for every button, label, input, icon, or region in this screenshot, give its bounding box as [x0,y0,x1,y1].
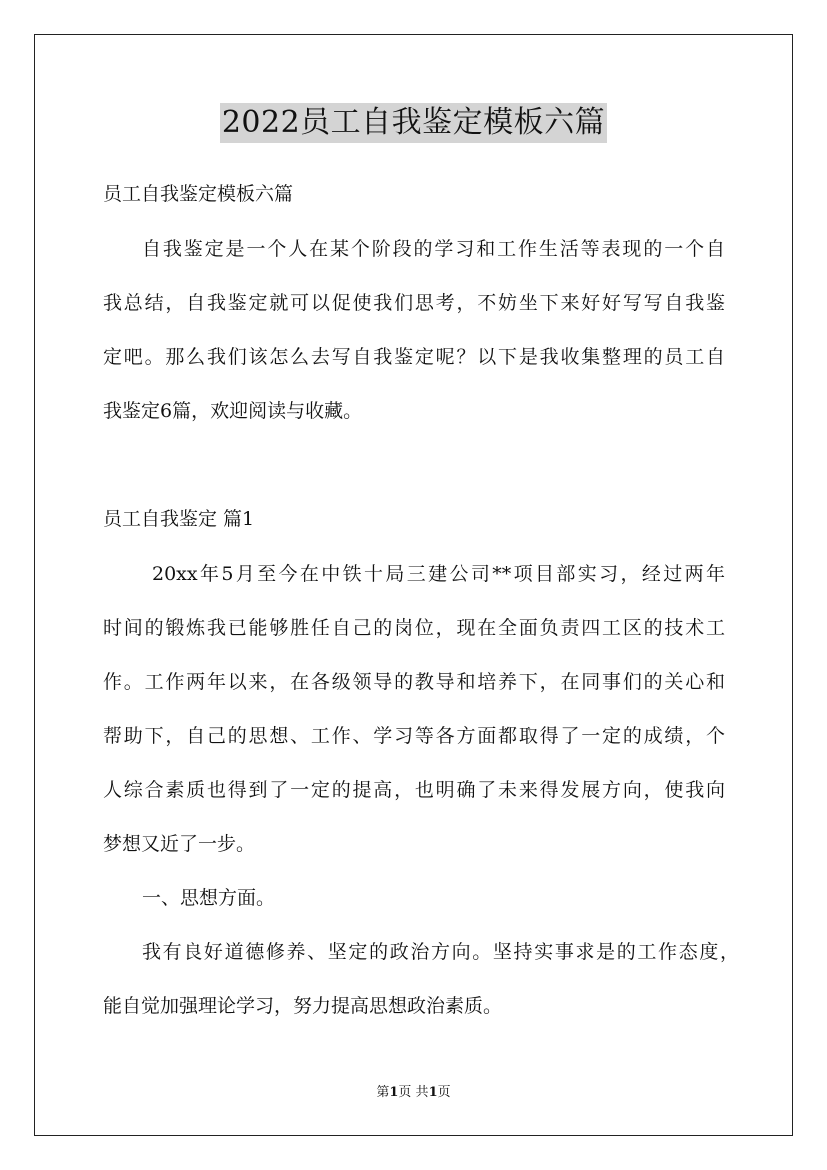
footer-page-total: 1 [428,1085,438,1100]
body-line-4: 帮助下，自己的思想、工作、学习等各方面都取得了一定的成绩，个 [103,725,725,747]
footer-page-suffix: 页 [437,1085,451,1100]
closing-line-2: 能自觉加强理论学习，努力提高思想政治素质。 [103,995,503,1017]
intro-line-3: 定吧。那么我们该怎么去写自我鉴定呢？以下是我收集整理的员工自 [103,346,725,368]
footer-page-number: 1 [389,1085,399,1100]
footer-page-prefix: 第 [376,1085,390,1100]
document-title [0,102,827,143]
document-subtitle: 员工自我鉴定模板六篇 [103,183,294,205]
subheading-thought: 一、思想方面。 [142,887,276,909]
intro-line-4: 我鉴定6篇，欢迎阅读与收藏。 [103,400,363,422]
intro-line-1: 自我鉴定是一个人在某个阶段的学习和工作生活等表现的一个自 [142,238,725,260]
body-line-3: 作。工作两年以来，在各级领导的教导和培养下，在同事们的关心和 [103,671,725,693]
closing-line-1: 我有良好道德修养、坚定的政治方向。坚持实事求是的工作态度， [142,941,739,963]
page-footer [0,1085,827,1101]
document-title-text: 2022员工自我鉴定模板六篇 [220,103,607,143]
footer-page-mid: 页 共 [398,1085,429,1100]
section-heading: 员工自我鉴定 篇1 [103,508,255,530]
intro-line-2: 我总结，自我鉴定就可以促使我们思考，不妨坐下来好好写写自我鉴 [103,292,725,314]
body-line-5: 人综合素质也得到了一定的提高，也明确了未来得发展方向，使我向 [103,779,725,801]
body-line-1: 20xx年5月至今在中铁十局三建公司**项目部实习，经过两年 [152,563,725,585]
body-line-2: 时间的锻炼我已能够胜任自己的岗位，现在全面负责四工区的技术工 [103,617,725,639]
body-line-6: 梦想又近了一步。 [103,833,256,855]
